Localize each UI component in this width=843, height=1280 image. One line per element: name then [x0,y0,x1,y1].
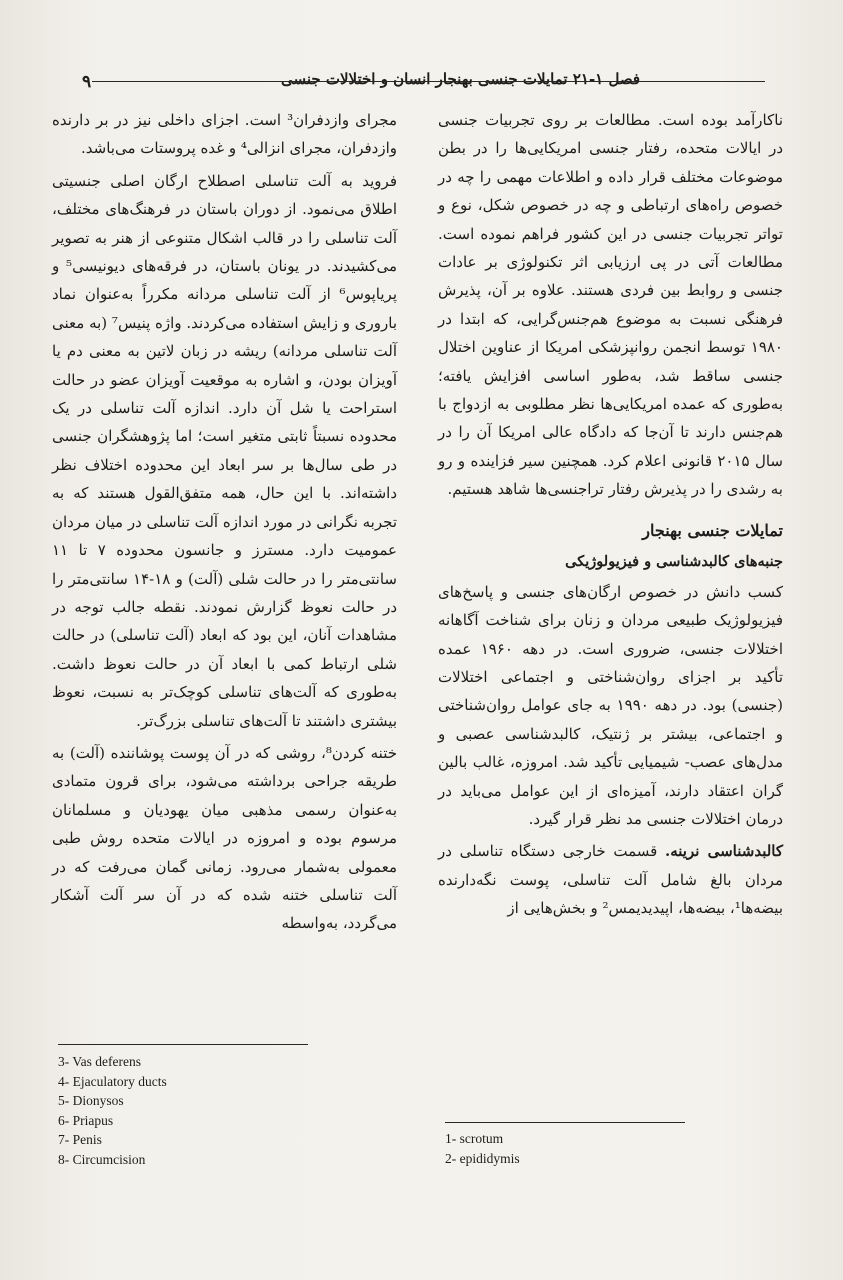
right-paragraph-1: ناکارآمد بوده است. مطالعات بر روی تجربیات جنسی در ایالات متحده، رفتار جنسی امریکایی‌ها را در بطن موضوعات مختلف قرار داده و اطلاعات مهمی را چه در خصوص راه‌های ارتباطی و چه در خصوص شکل، نوع و تواتر تجربیات جنسی در این کشور فراهم نموده است. مطالعات آتی در پی ارزیابی اثر تکنولوژی بر عادات جنسی و روابط بین فردی هستند. علاوه بر آن، پذیرش فرهنگی نسبت به موضوع هم‌جنس‌گرایی، که ابتدا در ۱۹۸۰ توسط انجمن روانپزشکی امریکا از عناوین اختلال جنسی ساقط شد، به‌طور اساسی افزایش یافته؛ به‌طوری که عمده امریکایی‌ها نظر مطلوبی به ازدواج با هم‌جنس دارند تا آن‌جا که دادگاه عالی امریکا آن را در سال ۲۰۱۵ قانونی اعلام کرد. همچنین سیر فزاینده و رو به رشدی را در پذیرش رفتار تراجنسی‌ها شاهد هستیم. [438,111,783,499]
footnote-divider-right [445,1122,685,1123]
footnote: 8- Circumcision [58,1151,146,1167]
footnote: 3- Vas deferens [58,1054,141,1069]
page-number: ۹ [82,72,92,92]
footnote: 2- epididymis [445,1150,520,1166]
footnote-divider-left [58,1044,308,1045]
right-paragraph-3-text: قسمت خارجی دستگاه تناسلی در مردان بالغ شامل آلت تناسلی، پوست نگه‌دارنده بیضه‌ها¹، بیضه‌ها، اپیدیدیمس² و بخش‌هایی از [438,842,783,918]
left-column [52,106,397,942]
section-heading: تمایلات جنسی بهنجار [642,520,783,540]
footnotes-right [445,1129,520,1168]
paragraph-lead-term: کالبدشناسی نرینه. [665,842,783,861]
left-paragraph-2: فروید به آلت تناسلی اصطلاح ارگان اصلی جنسیتی اطلاق می‌نمود. از دوران باستان در فرهنگ‌های مختلف، آلت تناسلی را در قالب اشکال متنوعی از هنر به تصویر می‌کشیدند. در یونان باستان، در فرقه‌های دیونیسی⁵ و پریاپوس⁶ از آلت تناسلی مردانه مکرراً به‌عنوان نماد باروری و زایش استفاده می‌کردند. واژه پنیس⁷ (به معنی آلت تناسلی مردانه) ریشه در زبان لاتین به معنی دم یا آویزان بودن، و اشاره به موقعیت آویزان عضو در حالت استراحت یا شل آن دارد. اندازه آلت تناسلی در یک محدوده نسبتاً ثابتی متغیر است؛ اما پژوهشگران جنسی در طی سال‌ها بر سر ابعاد این محدوده اختلاف نظر داشته‌اند. با این حال، همه متفق‌القول هستند که به تجربه نگرانی در مورد اندازه آلت تناسلی در میان مردان عمومیت دارد. مسترز و جانسون محدوده ۷ تا ۱۱ سانتی‌متر را در حالت شلی (آلت) و ۱۸-۱۴ سانتی‌متر را در حالت نعوظ گزارش نمودند. نقطه جالب توجه در مشاهدات آنان، این بود که ابعاد (آلت تناسلی) در حالت شلی ارتباط کمی با ابعاد آن در حالت نعوظ داشت. به‌طوری که آلت‌های تناسلی کوچک‌تر به نسبت، نعوظ بیشتری داشتند تا آلت‌های تناسلی بزرگ‌تر. [52,171,398,730]
footnotes-left [58,1052,167,1169]
footnote: 4- Ejaculatory ducts [58,1073,167,1089]
footnote: 6- Priapus [58,1112,114,1128]
section-subheading: جنبه‌های کالبدشناسی و فیزیولوژیکی [565,552,783,570]
footnote: 7- Penis [58,1132,102,1147]
right-paragraph-3 [438,837,783,922]
header-title: فصل ۱-۲۱ تمایلات جنسی بهنجار انسان و اختلالات جنسی [280,70,640,88]
right-column [438,106,783,927]
footnote: 1- scrotum [445,1131,504,1146]
right-paragraph-2: کسب دانش در خصوص ارگان‌های جنسی و پاسخ‌های فیزیولوژیک طبیعی مردان و زنان برای شناخت آگاهانه اختلالات جنسی، ضروری است. در دهه ۱۹۶۰ عمده تأکید بر اجزای روان‌شناختی و اجتماعی اختلالات (جنسی) بود. در دهه ۱۹۹۰ به جای عوامل روان‌شناختی و اجتماعی، بیشتر بر ژنتیک، کالبدشناسی عصبی و مدل‌های عصب- شیمیایی تأکید شد. امروزه، غالب بالین گران اعتقاد دارند، آمیزه‌ای از این عوامل می‌باید در درمان اختلالات جنسی مد نظر قرار گیرد. [438,582,783,828]
left-paragraph-1: مجرای وازدفران³ است. اجزای داخلی نیز در بر دارنده وازدفران، مجرای انزالی⁴ و غده پروستات می‌باشد. [52,111,397,158]
footnote: 5- Dionysos [58,1093,124,1108]
left-paragraph-3: ختنه کردن⁸، روشی که در آن پوست پوشاننده (آلت) به طریقه جراحی برداشته می‌شود، برای قرون متمادی به‌عنوان رسمی مذهبی میان یهودیان و مسلمانان مرسوم بوده و امروزه در ایالات متحده روش طبی معمولی به‌شمار می‌رود. زمانی گمان می‌رفت که در آلت تناسلی ختنه شده که در آن سر آلت آشکار می‌گردد، به‌واسطه [52,743,397,933]
header-rule [92,81,765,82]
